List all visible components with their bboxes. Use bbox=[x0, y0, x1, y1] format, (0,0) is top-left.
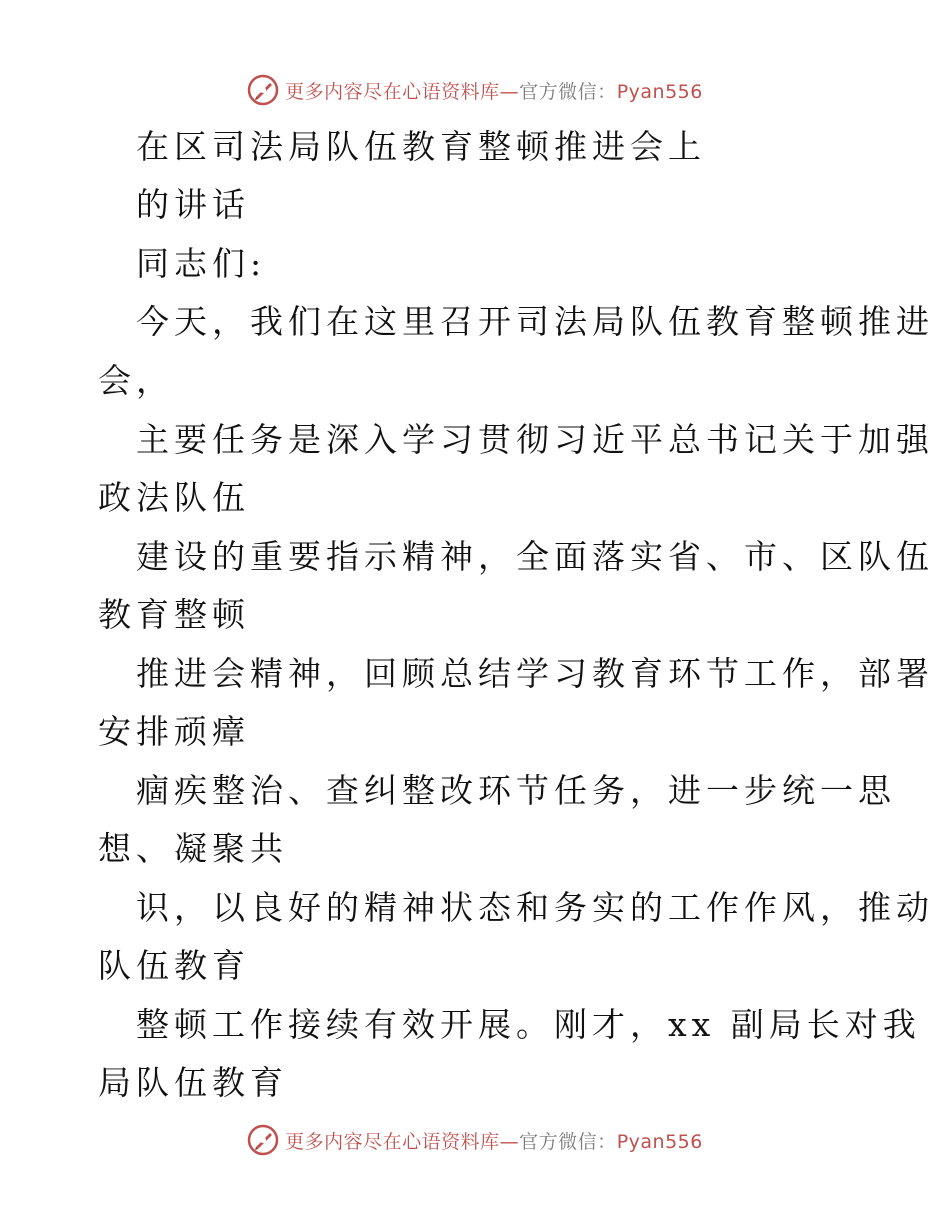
doc-line: 整顿工作接续有效开展。刚才，xx 副局长对我 bbox=[136, 1005, 921, 1044]
doc-title-line-1: 在区司法局队伍教育整顿推进会上 bbox=[136, 127, 706, 166]
header-brand: 更多内容尽在心语资料库 bbox=[285, 80, 500, 103]
doc-line: 安排顽瘴 bbox=[98, 712, 250, 751]
header-account: Pyan556 bbox=[616, 80, 703, 103]
footer-label: 官方微信： bbox=[519, 1130, 617, 1153]
doc-line: 推进会精神，回顾总结学习教育环节工作，部署 bbox=[136, 654, 934, 693]
header-separator: — bbox=[499, 80, 520, 103]
doc-line: 会， bbox=[98, 361, 174, 400]
footer-separator: — bbox=[499, 1130, 520, 1153]
header-banner bbox=[0, 70, 950, 110]
doc-line: 教育整顿 bbox=[98, 595, 250, 634]
doc-line: 主要任务是深入学习贯彻习近平总书记关于加强 bbox=[136, 420, 934, 459]
doc-line: 今天，我们在这里召开司法局队伍教育整顿推进 bbox=[136, 302, 934, 341]
footer-banner-text bbox=[285, 1127, 703, 1154]
footer-account: Pyan556 bbox=[616, 1130, 703, 1153]
quill-logo-icon bbox=[247, 74, 279, 106]
doc-line: 政法队伍 bbox=[98, 478, 250, 517]
doc-line: 建设的重要指示精神，全面落实省、市、区队伍 bbox=[136, 537, 934, 576]
doc-line: 队伍教育 bbox=[98, 946, 250, 985]
footer-brand: 更多内容尽在心语资料库 bbox=[285, 1130, 500, 1153]
quill-logo-icon bbox=[247, 1124, 279, 1156]
doc-title-line-2: 的讲话 bbox=[136, 185, 250, 224]
header-banner-text bbox=[285, 77, 703, 104]
doc-line: 痼疾整治、查纠整改环节任务，进一步统一思 bbox=[136, 771, 896, 810]
header-label: 官方微信： bbox=[519, 80, 617, 103]
doc-line: 局队伍教育 bbox=[98, 1063, 288, 1102]
doc-salutation: 同志们: bbox=[136, 244, 267, 283]
footer-banner bbox=[0, 1120, 950, 1160]
doc-line: 识，以良好的精神状态和务实的工作作风，推动 bbox=[136, 888, 934, 927]
doc-line: 想、凝聚共 bbox=[98, 829, 288, 868]
